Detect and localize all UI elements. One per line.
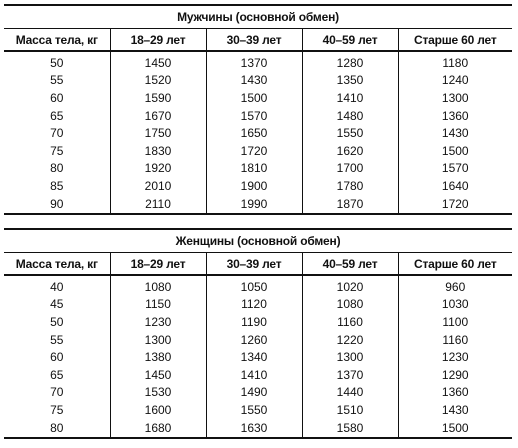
cell-age-18-29: 1300 bbox=[110, 331, 206, 349]
cell-age-30-39: 1650 bbox=[206, 124, 302, 142]
cell-age-18-29: 1590 bbox=[110, 89, 206, 107]
cell-age-40-59: 1080 bbox=[302, 296, 398, 314]
cell-age-40-59: 1550 bbox=[302, 124, 398, 142]
cell-age-40-59: 1510 bbox=[302, 401, 398, 419]
table-row bbox=[4, 348, 512, 366]
column-header-age-40-59: 40–59 лет bbox=[302, 253, 398, 276]
cell-age-18-29: 1380 bbox=[110, 348, 206, 366]
column-header-body-mass: Масса тела, кг bbox=[4, 29, 110, 52]
cell-age-40-59: 1410 bbox=[302, 89, 398, 107]
cell-body-mass: 55 bbox=[50, 332, 64, 347]
cell-age-over-60: 1300 bbox=[398, 89, 512, 107]
cell-body-mass: 75 bbox=[50, 143, 64, 158]
cell-age-over-60: 1430 bbox=[398, 401, 512, 419]
table-row bbox=[4, 384, 512, 402]
cell-body-mass: 80 bbox=[4, 419, 110, 439]
cell-age-18-29: 1450 bbox=[110, 51, 206, 72]
cell-age-18-29: 1150 bbox=[110, 296, 206, 314]
cell-age-40-59: 1300 bbox=[302, 348, 398, 366]
table-title: Мужчины (основной обмен) bbox=[4, 5, 512, 29]
cell-age-40-59: 1440 bbox=[302, 384, 398, 402]
cell-age-18-29: 1520 bbox=[110, 72, 206, 90]
column-header-body-mass: Масса тела, кг bbox=[4, 253, 110, 276]
table-row bbox=[4, 296, 512, 314]
table-body bbox=[4, 51, 512, 214]
cell-body-mass: 65 bbox=[50, 108, 64, 123]
cell-age-over-60: 1160 bbox=[398, 331, 512, 349]
table-title: Женщины (основной обмен) bbox=[4, 229, 512, 253]
cell-age-40-59: 1620 bbox=[302, 142, 398, 160]
cell-age-30-39: 1370 bbox=[206, 51, 302, 72]
table-row bbox=[4, 177, 512, 195]
cell-body-mass: 75 bbox=[50, 402, 64, 417]
cell-age-30-39: 1340 bbox=[206, 348, 302, 366]
cell-age-30-39: 1570 bbox=[206, 107, 302, 125]
cell-body-mass: 80 bbox=[50, 161, 64, 176]
table-body bbox=[4, 275, 512, 438]
cell-age-over-60: 1240 bbox=[398, 72, 512, 90]
cell-age-40-59: 1160 bbox=[302, 313, 398, 331]
table-row bbox=[4, 89, 512, 107]
cell-body-mass: 50 bbox=[50, 55, 64, 70]
cell-age-30-39: 1500 bbox=[206, 89, 302, 107]
column-header-age-30-39: 30–39 лет bbox=[206, 253, 302, 276]
cell-age-30-39: 1990 bbox=[206, 195, 302, 215]
cell-body-mass: 60 bbox=[50, 90, 64, 105]
column-header-age-over-60: Старше 60 лет bbox=[398, 29, 512, 52]
cell-age-18-29: 1450 bbox=[110, 366, 206, 384]
cell-body-mass: 90 bbox=[4, 195, 110, 215]
cell-age-40-59: 1870 bbox=[302, 195, 398, 215]
cell-age-30-39: 1120 bbox=[206, 296, 302, 314]
cell-age-18-29: 1750 bbox=[110, 124, 206, 142]
cell-age-over-60: 960 bbox=[398, 275, 512, 296]
table-row bbox=[4, 275, 512, 296]
cell-age-18-29: 1080 bbox=[110, 275, 206, 296]
cell-age-over-60: 1100 bbox=[398, 313, 512, 331]
cell-body-mass: 45 bbox=[50, 297, 64, 312]
cell-age-30-39: 1430 bbox=[206, 72, 302, 90]
cell-age-over-60: 1500 bbox=[398, 419, 512, 439]
cell-age-30-39: 1630 bbox=[206, 419, 302, 439]
cell-age-30-39: 1900 bbox=[206, 177, 302, 195]
cell-age-over-60: 1030 bbox=[398, 296, 512, 314]
cell-age-18-29: 1530 bbox=[110, 384, 206, 402]
cell-age-over-60: 1500 bbox=[398, 142, 512, 160]
cell-age-30-39: 1260 bbox=[206, 331, 302, 349]
cell-body-mass: 50 bbox=[50, 314, 64, 329]
cell-body-mass: 70 bbox=[50, 126, 64, 141]
table-title-row bbox=[4, 5, 512, 29]
cell-age-40-59: 1780 bbox=[302, 177, 398, 195]
column-header-age-18-29: 18–29 лет bbox=[110, 29, 206, 52]
cell-age-40-59: 1350 bbox=[302, 72, 398, 90]
cell-age-40-59: 1280 bbox=[302, 51, 398, 72]
cell-body-mass: 40 bbox=[50, 279, 64, 294]
cell-body-mass: 60 bbox=[50, 350, 64, 365]
table-row bbox=[4, 124, 512, 142]
cell-age-30-39: 1550 bbox=[206, 401, 302, 419]
cell-age-18-29: 2010 bbox=[110, 177, 206, 195]
cell-age-over-60: 1180 bbox=[398, 51, 512, 72]
cell-body-mass: 65 bbox=[50, 367, 64, 382]
cell-age-18-29: 1670 bbox=[110, 107, 206, 125]
cell-age-18-29: 1230 bbox=[110, 313, 206, 331]
cell-age-over-60: 1570 bbox=[398, 160, 512, 178]
table-row bbox=[4, 331, 512, 349]
column-header-row bbox=[4, 253, 512, 276]
column-header-age-30-39: 30–39 лет bbox=[206, 29, 302, 52]
cell-age-over-60: 1430 bbox=[398, 124, 512, 142]
cell-body-mass: 85 bbox=[50, 178, 64, 193]
table-row bbox=[4, 160, 512, 178]
cell-body-mass: 70 bbox=[50, 385, 64, 400]
cell-age-over-60: 1290 bbox=[398, 366, 512, 384]
cell-age-30-39: 1810 bbox=[206, 160, 302, 178]
cell-age-18-29: 2110 bbox=[110, 195, 206, 215]
cell-age-over-60: 1360 bbox=[398, 107, 512, 125]
cell-age-18-29: 1920 bbox=[110, 160, 206, 178]
column-header-age-18-29: 18–29 лет bbox=[110, 253, 206, 276]
cell-age-18-29: 1830 bbox=[110, 142, 206, 160]
cell-age-40-59: 1220 bbox=[302, 331, 398, 349]
table-title-row bbox=[4, 229, 512, 253]
cell-age-40-59: 1020 bbox=[302, 275, 398, 296]
cell-age-over-60: 1360 bbox=[398, 384, 512, 402]
column-header-row bbox=[4, 29, 512, 52]
cell-age-over-60: 1720 bbox=[398, 195, 512, 215]
table-row bbox=[4, 72, 512, 90]
cell-age-30-39: 1190 bbox=[206, 313, 302, 331]
cell-age-40-59: 1370 bbox=[302, 366, 398, 384]
cell-age-18-29: 1680 bbox=[110, 419, 206, 439]
table-row bbox=[4, 51, 512, 72]
cell-age-over-60: 1640 bbox=[398, 177, 512, 195]
cell-age-40-59: 1700 bbox=[302, 160, 398, 178]
column-header-age-40-59: 40–59 лет bbox=[302, 29, 398, 52]
women-basal-metabolism-table bbox=[4, 228, 512, 439]
cell-age-40-59: 1580 bbox=[302, 419, 398, 439]
cell-age-30-39: 1720 bbox=[206, 142, 302, 160]
table-row bbox=[4, 313, 512, 331]
cell-age-30-39: 1410 bbox=[206, 366, 302, 384]
table-row bbox=[4, 195, 512, 215]
cell-body-mass: 55 bbox=[50, 73, 64, 88]
cell-age-30-39: 1050 bbox=[206, 275, 302, 296]
cell-age-over-60: 1230 bbox=[398, 348, 512, 366]
cell-age-30-39: 1490 bbox=[206, 384, 302, 402]
table-row bbox=[4, 107, 512, 125]
table-row bbox=[4, 419, 512, 439]
table-row bbox=[4, 401, 512, 419]
table-row bbox=[4, 142, 512, 160]
cell-age-18-29: 1600 bbox=[110, 401, 206, 419]
men-basal-metabolism-table bbox=[4, 4, 512, 215]
table-row bbox=[4, 366, 512, 384]
column-header-age-over-60: Старше 60 лет bbox=[398, 253, 512, 276]
cell-age-40-59: 1480 bbox=[302, 107, 398, 125]
